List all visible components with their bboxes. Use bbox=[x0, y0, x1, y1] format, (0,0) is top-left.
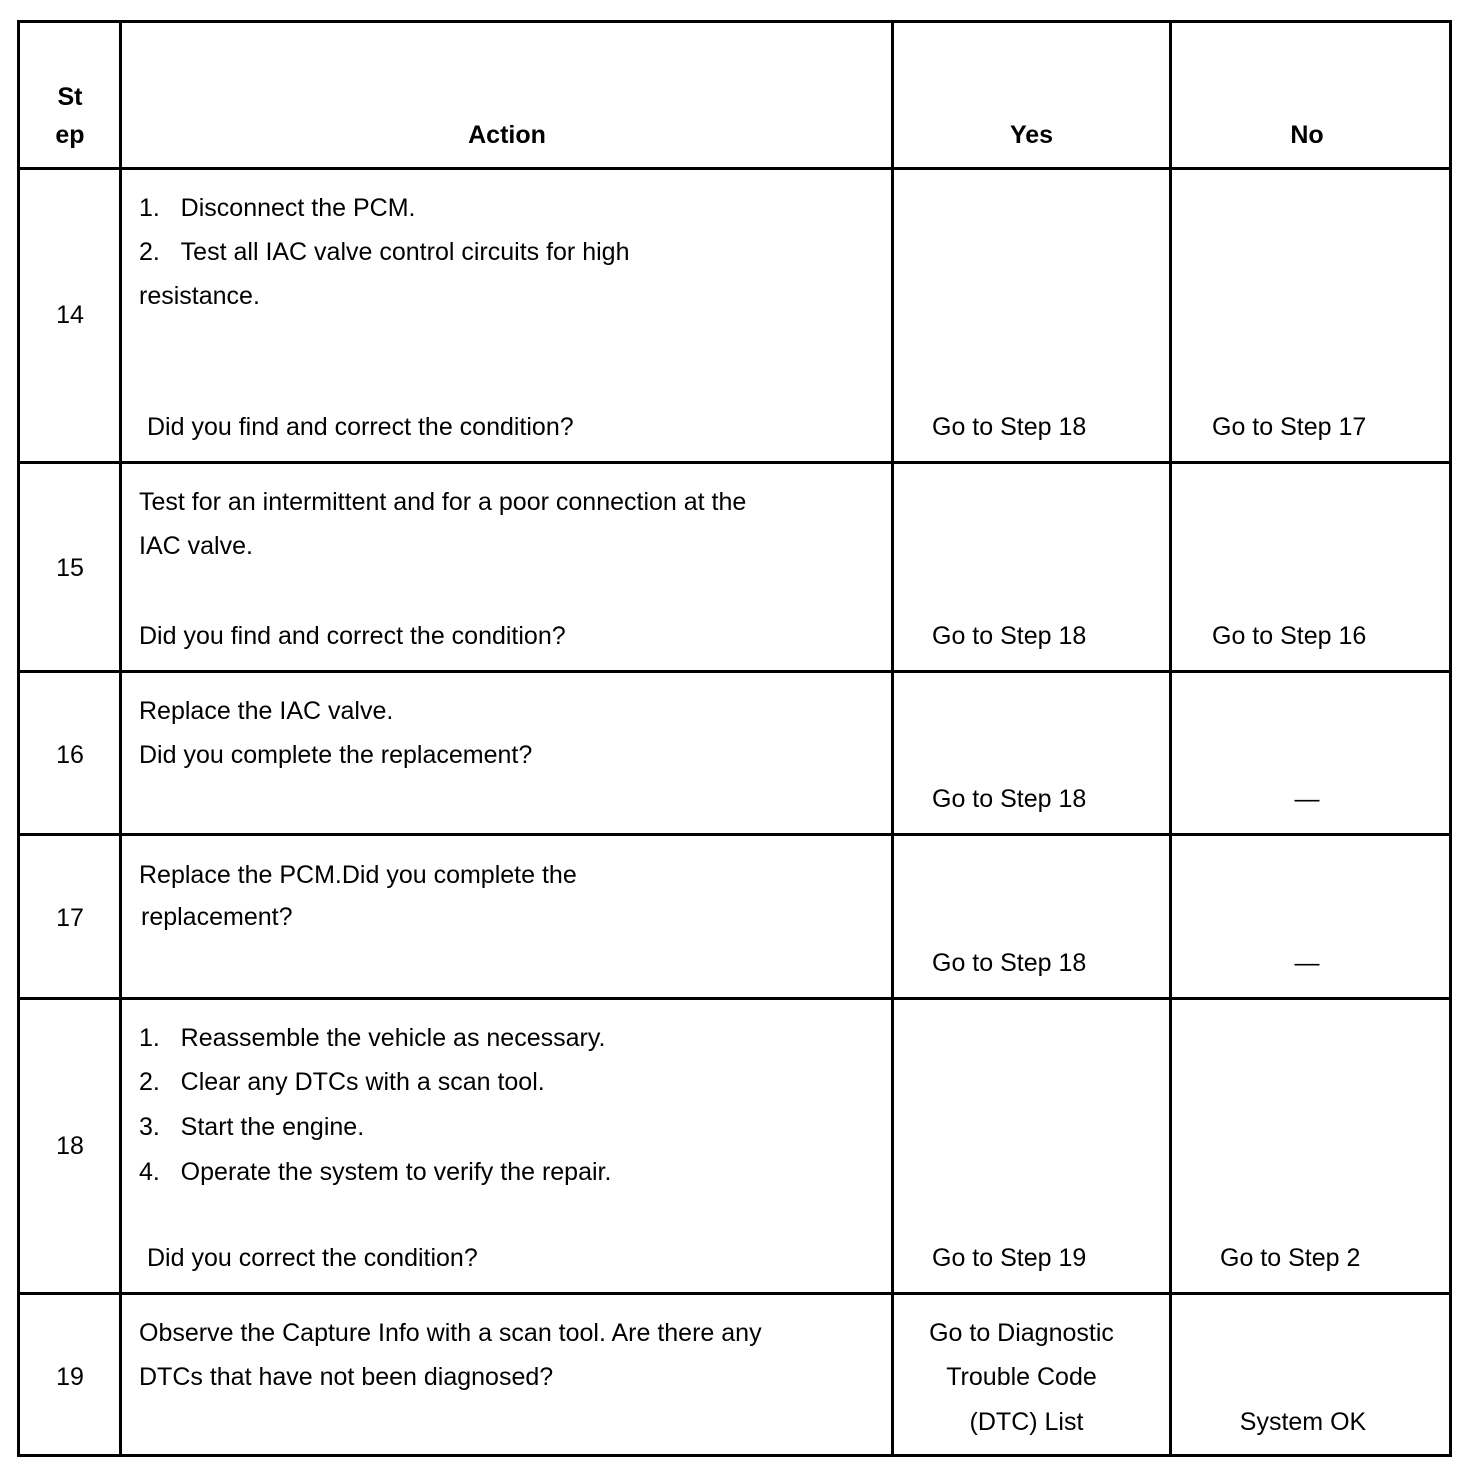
row-divider bbox=[20, 833, 1449, 836]
action-question: Did you correct the condition? bbox=[147, 1244, 478, 1272]
column-divider bbox=[891, 23, 894, 1454]
action-line: 4. Operate the system to verify the repair. bbox=[139, 1158, 612, 1186]
row-divider bbox=[20, 1292, 1449, 1295]
yes-value: (DTC) List bbox=[969, 1408, 1084, 1436]
action-line: replacement? bbox=[141, 903, 293, 931]
action-question: Did you find and correct the condition? bbox=[139, 622, 566, 650]
action-line: Replace the PCM.Did you complete the bbox=[139, 861, 577, 889]
header-step-line1: St bbox=[57, 83, 83, 111]
no-value: Go to Step 17 bbox=[1212, 413, 1367, 441]
no-value: Go to Step 2 bbox=[1220, 1244, 1361, 1272]
step-number: 19 bbox=[56, 1363, 84, 1391]
header-yes: Yes bbox=[1009, 121, 1054, 149]
action-question: Did you find and correct the condition? bbox=[147, 413, 574, 441]
step-number: 14 bbox=[56, 301, 84, 329]
yes-value: Trouble Code bbox=[946, 1363, 1097, 1391]
yes-value: Go to Step 18 bbox=[932, 413, 1087, 441]
yes-value: Go to Diagnostic bbox=[929, 1319, 1114, 1347]
header-action: Action bbox=[468, 121, 546, 149]
action-line: Did you complete the replacement? bbox=[139, 741, 533, 769]
action-line: 2. Clear any DTCs with a scan tool. bbox=[139, 1068, 545, 1096]
step-number: 15 bbox=[56, 554, 84, 582]
row-divider bbox=[20, 461, 1449, 464]
header-step bbox=[20, 78, 120, 154]
diagnostic-table bbox=[17, 20, 1452, 1457]
header-step-line2: ep bbox=[55, 121, 85, 149]
action-line: 1. Reassemble the vehicle as necessary. bbox=[139, 1024, 606, 1052]
yes-value: Go to Step 18 bbox=[932, 622, 1087, 650]
yes-value: Go to Step 18 bbox=[932, 949, 1087, 977]
no-value: System OK bbox=[1239, 1408, 1367, 1436]
action-line: DTCs that have not been diagnosed? bbox=[139, 1363, 554, 1391]
action-line: Test for an intermittent and for a poor connection at the bbox=[139, 488, 747, 516]
header-no: No bbox=[1290, 121, 1324, 149]
column-divider bbox=[1169, 23, 1172, 1454]
no-value: Go to Step 16 bbox=[1212, 622, 1367, 650]
step-number: 18 bbox=[56, 1132, 84, 1160]
action-line: Replace the IAC valve. bbox=[139, 697, 394, 725]
step-number: 16 bbox=[56, 741, 84, 769]
action-line: resistance. bbox=[139, 282, 260, 310]
no-value: — bbox=[1294, 785, 1320, 813]
action-line: Observe the Capture Info with a scan tool. Are there any bbox=[139, 1319, 762, 1347]
action-line: IAC valve. bbox=[139, 532, 253, 560]
yes-value: Go to Step 19 bbox=[932, 1244, 1087, 1272]
action-line: 1. Disconnect the PCM. bbox=[139, 194, 416, 222]
row-divider bbox=[20, 997, 1449, 1000]
action-line: 2. Test all IAC valve control circuits for high bbox=[139, 238, 630, 266]
row-divider bbox=[20, 670, 1449, 673]
action-line: 3. Start the engine. bbox=[139, 1113, 365, 1141]
step-number: 17 bbox=[56, 904, 84, 932]
no-value: — bbox=[1294, 949, 1320, 977]
row-divider bbox=[20, 167, 1449, 170]
yes-value: Go to Step 18 bbox=[932, 785, 1087, 813]
